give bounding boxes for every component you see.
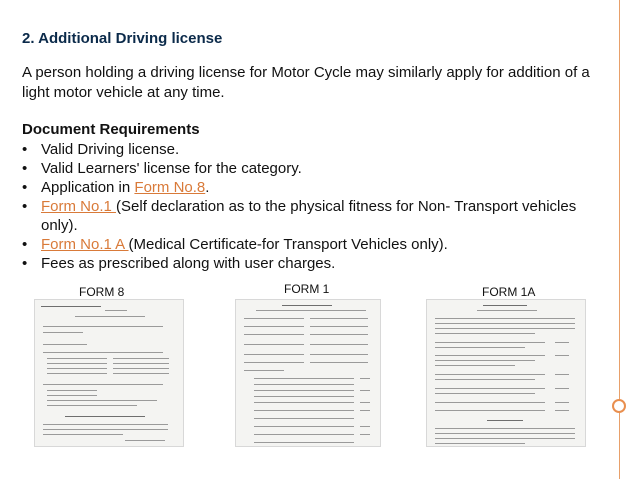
slide-heading: 2. Additional Driving license (22, 30, 223, 47)
form-1-thumbnail[interactable] (229, 282, 387, 451)
form-1-link[interactable]: Form No.1 (41, 198, 117, 215)
requirement-item: • Application in Form No.8. (22, 179, 210, 196)
bullet-icon: • (22, 179, 28, 196)
form-8-title: FORM 8 (79, 285, 125, 299)
form-1-title: FORM 1 (284, 282, 330, 296)
bullet-icon: • (22, 141, 28, 158)
requirements-title: Document Requirements (22, 121, 200, 138)
form-8-link[interactable]: Form No.8 (134, 179, 206, 196)
form-8-document-image (34, 299, 184, 447)
requirement-item: • Form No.1 A (Medical Certificate-for Transport Vehicles only). (22, 236, 448, 253)
bullet-icon: • (22, 255, 28, 272)
bullet-icon: • (22, 198, 28, 215)
slide-accent-circle (612, 399, 626, 413)
form-1a-title: FORM 1A (482, 285, 536, 299)
requirement-item: • Valid Driving license. (22, 141, 180, 158)
form-8-thumbnail[interactable] (28, 285, 190, 451)
bullet-icon: • (22, 160, 28, 177)
bullet-icon: • (22, 236, 28, 253)
form-1a-link[interactable]: Form No.1 A (41, 236, 129, 253)
requirement-item: • Valid Learners' license for the category. (22, 160, 302, 177)
requirement-item: • Fees as prescribed along with user charges. (22, 255, 336, 272)
form-1-document-image (235, 299, 381, 447)
form-1a-document-image (426, 299, 586, 447)
requirements-list (22, 140, 612, 273)
form-1a-thumbnail[interactable] (420, 285, 592, 451)
slide-content (22, 30, 612, 273)
requirement-item: • Form No.1 (Self declaration as to the physical fitness for Non- Transport vehicles only). (22, 198, 577, 234)
intro-paragraph: A person holding a driving license for Motor Cycle may similarly apply for addition of a light motor vehicle at any time. (22, 64, 590, 101)
